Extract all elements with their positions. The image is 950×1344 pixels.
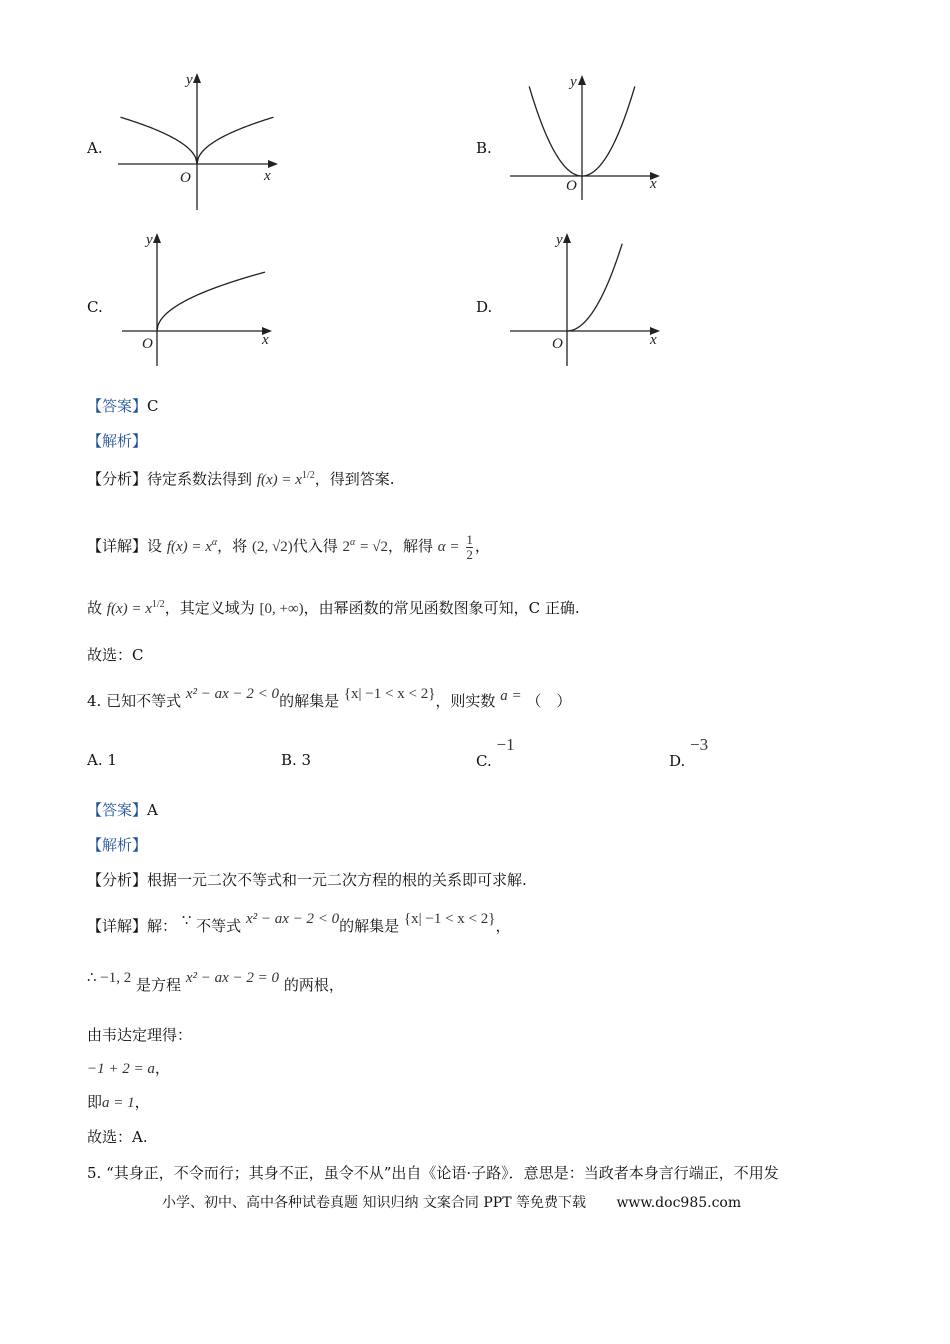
option-c-label: C. [476, 752, 492, 770]
q4-option-c [476, 735, 515, 771]
gu-text-1: 故 [87, 599, 103, 617]
stem-var: a = [500, 688, 522, 704]
xj-inequality: x² − ax − 2 < 0 [245, 911, 340, 927]
q3-analysis-tag: 【解析】 [87, 432, 148, 450]
fenxi-text: 待定系数法得到 [147, 470, 253, 488]
roots-therefore: ∴ −1, 2 [87, 970, 132, 986]
xj-point: (2, √2) [251, 539, 293, 556]
xj-text-1: 设 [147, 537, 163, 556]
xj-alpha: α = [437, 539, 460, 556]
stem-text-4: （ ） [526, 692, 572, 710]
q3-fenxi-line [87, 468, 394, 489]
q3-answer-line [87, 395, 159, 416]
q4-xiangjie-line [87, 911, 511, 936]
option-d-label: D. [476, 298, 493, 316]
gu-text-3: ，由幂函数的常见函数图象可知，C 正确. [303, 599, 580, 617]
q4-roots-line [87, 970, 344, 995]
fenxi-tag: 【分析】 [87, 871, 148, 889]
q3-gu-line [87, 597, 580, 618]
xj-alpha-exp: α [211, 537, 218, 549]
footer-text: 小学、初中、高中各种试卷真题 知识归纳 文案合同 PPT 等免费下载 [162, 1195, 586, 1211]
answer-tag: 【答案】 [87, 801, 148, 819]
fenxi-tag: 【分析】 [87, 470, 148, 488]
y-axis-label: y [570, 74, 577, 90]
x-axis-label: x [650, 332, 657, 348]
fenxi-exponent: 1/2 [301, 470, 315, 481]
option-a-label: A. [87, 139, 103, 157]
option-c-label: C. [87, 298, 103, 316]
q4-stem [87, 686, 572, 711]
gu-formula: f(x) = x [106, 601, 152, 617]
stem-set: {x| −1 < x < 2} [343, 686, 436, 702]
ji-text: 即 [87, 1093, 103, 1111]
q4-fenxi-line [87, 869, 527, 890]
graph-d [510, 228, 670, 368]
answer-value: A [147, 801, 158, 819]
xj-text-4: ，解得 [387, 537, 433, 556]
graph-a [118, 70, 283, 212]
graph-b [510, 72, 670, 202]
xj-text-2: ，将 [217, 537, 248, 556]
fraction-denominator: 2 [466, 546, 473, 562]
stem-inequality: x² − ax − 2 < 0 [185, 686, 280, 702]
option-d-value: −3 [690, 735, 709, 754]
roots-text-1: 是方程 [136, 976, 182, 994]
q4-sum-line [87, 1057, 170, 1078]
answer-value: C [147, 397, 159, 415]
q4-ji-line [87, 1091, 150, 1112]
stem-text-2: 的解集是 [279, 692, 340, 710]
fraction-numerator: 1 [466, 532, 473, 547]
origin-label: O [142, 336, 153, 352]
xiangjie-tag: 【详解】 [87, 537, 148, 556]
xj-text-4: ， [495, 917, 511, 935]
ji-equation: a = 1 [102, 1095, 135, 1111]
origin-label: O [180, 170, 191, 186]
ji-end: ， [134, 1093, 150, 1111]
xj-half-fraction [466, 533, 473, 561]
q4-analysis-tag: 【解析】 [87, 836, 148, 854]
xj-text-5: ， [474, 537, 490, 556]
q4-option-b: B. 3 [281, 751, 312, 769]
answer-tag: 【答案】 [87, 397, 148, 415]
y-axis-label: y [186, 72, 193, 88]
xj-formula: f(x) = x [166, 539, 212, 556]
sum-equation: −1 + 2 = a [87, 1061, 155, 1077]
y-axis-label: y [146, 232, 153, 248]
sum-end: ， [154, 1059, 170, 1077]
gu-text-2: ，其定义域为 [164, 599, 255, 617]
xj-eq-rhs: = √2 [360, 539, 388, 556]
origin-label: O [552, 336, 563, 352]
option-c-value: −1 [496, 735, 515, 754]
footer [162, 1192, 741, 1212]
q5-stem: 5. “其身正，不令而行；其身不正，虽令不从”出自《论语·子路》．意思是：当政者本身言行端正，不用发 [87, 1164, 779, 1182]
graph-c [120, 228, 280, 368]
option-b-label: B. [476, 139, 492, 157]
q4-choose: 故选：A. [87, 1128, 148, 1146]
gu-domain: [0, +∞) [259, 601, 304, 617]
q4-option-a: A. 1 [87, 751, 117, 769]
xj-text-3: 的解集是 [339, 917, 400, 935]
xj-eq-exp: α [350, 537, 356, 549]
roots-equation: x² − ax − 2 = 0 [185, 970, 280, 986]
curve-d [567, 244, 622, 331]
q4-vieta: 由韦达定理得： [87, 1026, 193, 1044]
q4-answer-line [87, 799, 158, 820]
roots-text-2: 的两根， [283, 976, 344, 994]
y-axis-label: y [556, 232, 563, 248]
xiangjie-tag: 【详解】 [87, 917, 148, 935]
footer-url[interactable]: www.doc985.com [616, 1195, 742, 1211]
q3-choose: 故选：C [87, 646, 144, 664]
x-axis-label: x [262, 332, 269, 348]
stem-text-3: ，则实数 [435, 692, 496, 710]
xj-text-1: 解： [147, 917, 178, 935]
stem-text-1: 4. 已知不等式 [87, 692, 182, 710]
because-symbol: ∵ [181, 913, 192, 929]
fenxi-formula: f(x) = x [256, 472, 302, 488]
gu-exponent: 1/2 [151, 599, 165, 610]
option-d-label: D. [669, 752, 686, 770]
x-axis-label: x [650, 176, 657, 192]
fenxi-end: ，得到答案. [314, 470, 395, 488]
xj-text-3: 代入得 [292, 537, 338, 556]
xj-eq-base: 2 [342, 539, 350, 556]
origin-label: O [566, 178, 577, 194]
curve-c [157, 272, 265, 331]
q3-xiangjie-line [87, 533, 490, 561]
xj-text-2: 不等式 [196, 917, 242, 935]
fenxi-text: 根据一元二次不等式和一元二次方程的根的关系即可求解. [147, 871, 527, 889]
xj-set: {x| −1 < x < 2} [403, 911, 496, 927]
q4-option-d [669, 735, 709, 771]
x-axis-label: x [264, 168, 271, 184]
